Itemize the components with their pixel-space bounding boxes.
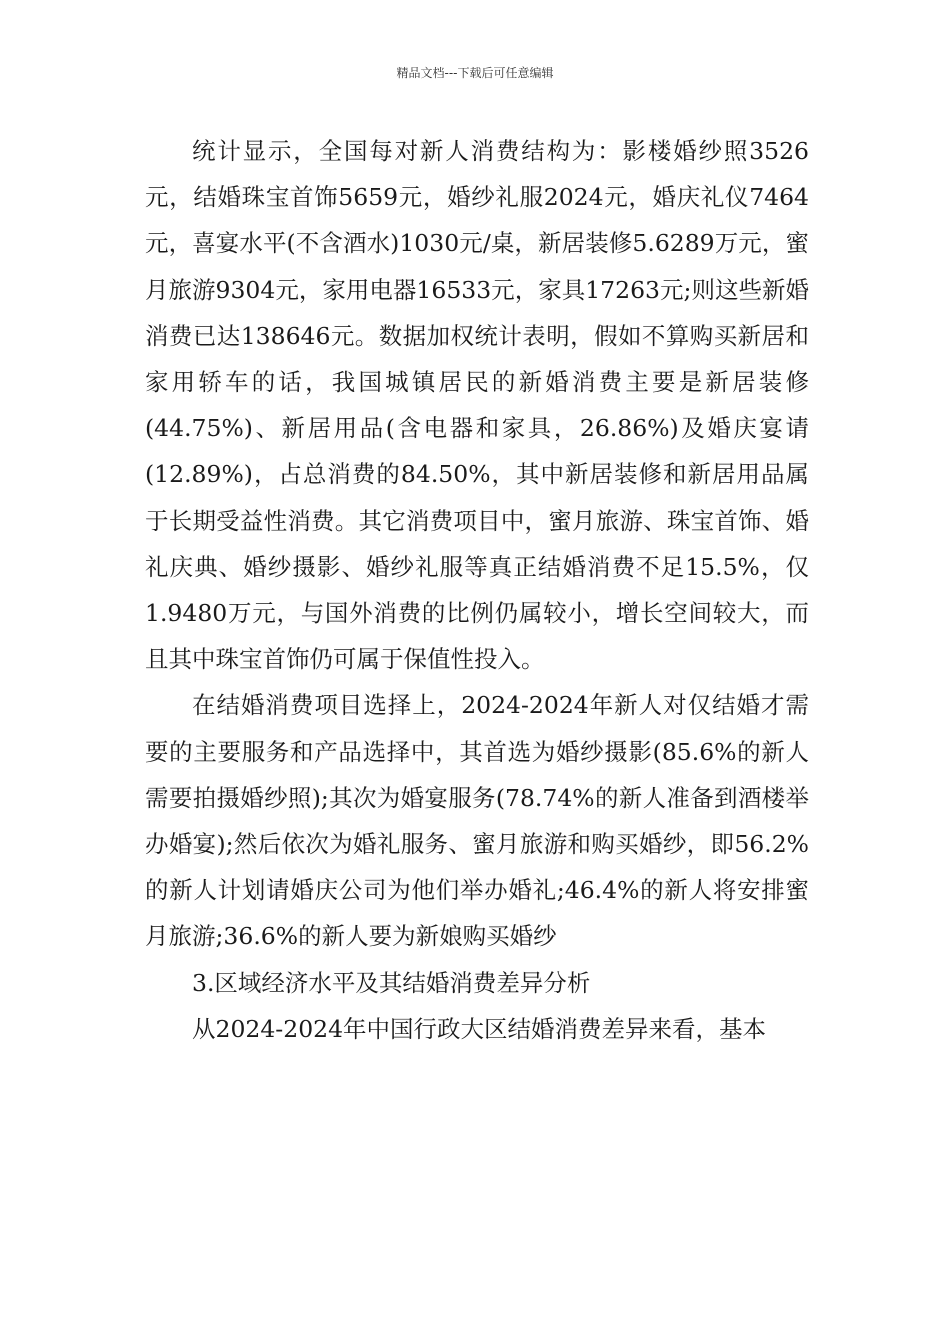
page-header: 精品文档---下载后可任意编辑 xyxy=(396,66,554,80)
paragraph-consumption-structure: 统计显示，全国每对新人消费结构为：影楼婚纱照3526元，结婚珠宝首饰5659元，婚纱礼服2024元，婚庆礼仪7464元，喜宴水平(不含酒水)1030元/桌，新居装修5.6289万元，蜜月旅游9304元，家用电器16533元，家具17263元;则这些新婚消费已达138646元。数据加权统计表明，假如不算购买新居和家用轿车的话，我国城镇居民的新婚消费主要是新居装修(44.75%)、新居用品(含电器和家具，26.86%)及婚庆宴请(12.89%)，占总消费的84.50%，其中新居装修和新居用品属于长期受益性消费。其它消费项目中，蜜月旅游、珠宝首饰、婚礼庆典、婚纱摄影、婚纱礼服等真正结婚消费不足15.5%，仅1.9480万元，与国外消费的比例仍属较小，增长空间较大，而且其中珠宝首饰仍可属于保值性投入。 xyxy=(145,137,809,674)
paragraph-regional: 从2024-2024年中国行政大区结婚消费差异来看，基本 xyxy=(192,1014,767,1043)
document-body xyxy=(145,128,809,1052)
paragraph-item-selection: 在结婚消费项目选择上，2024-2024年新人对仅结婚才需要的主要服务和产品选择中，其首选为婚纱摄影(85.6%的新人需要拍摄婚纱照);其次为婚宴服务(78.74%的新人准备到酒楼举办婚宴);然后依次为婚礼服务、蜜月旅游和购买婚纱，即56.2%的新人计划请婚庆公司为他们举办婚礼;46.4%的新人将安排蜜月旅游;36.6%的新人要为新娘购买婚纱 xyxy=(145,691,809,951)
section-heading: 3.区域经济水平及其结婚消费差异分析 xyxy=(192,968,591,997)
